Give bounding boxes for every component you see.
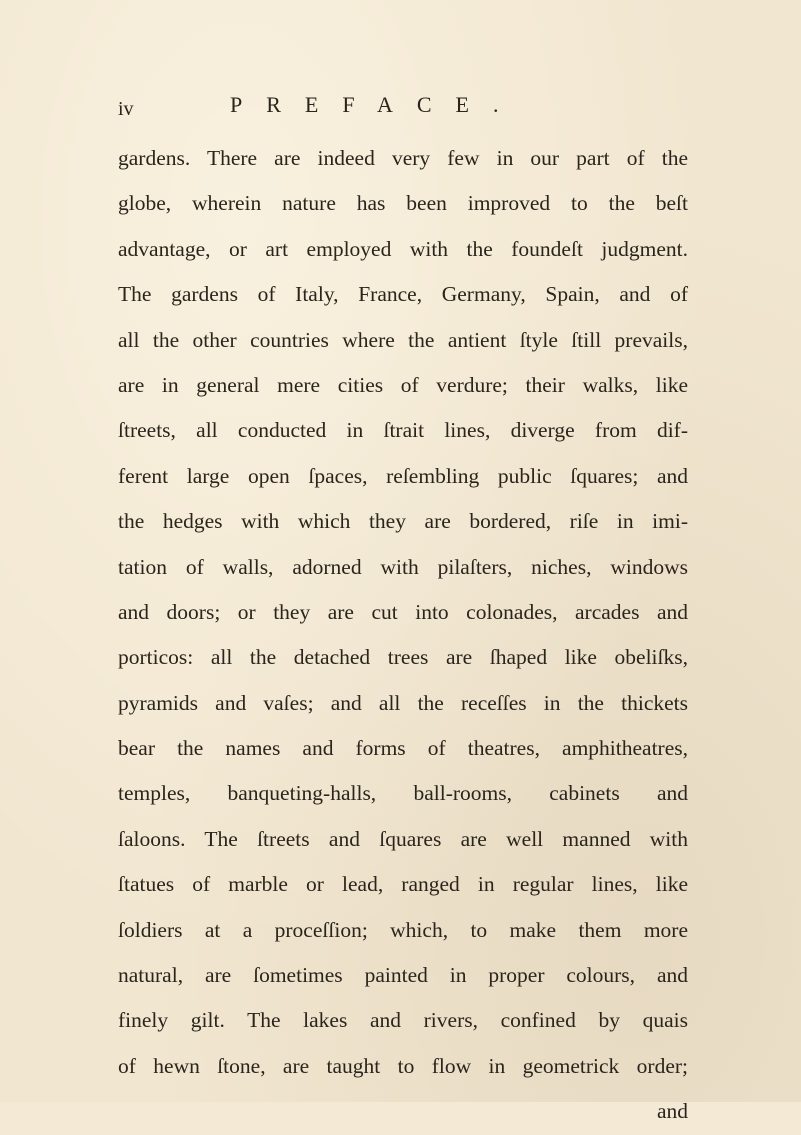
- catchword: and: [656, 1099, 688, 1124]
- text-line: temples, banqueting-halls, ball-rooms, cabinets and: [118, 781, 688, 806]
- text-line: ferent large open ſpaces, reſembling public ſquares; and: [118, 463, 688, 488]
- body-text: [118, 136, 688, 1135]
- text-line: of hewn ſtone, are taught to flow in geometrick order;: [118, 1053, 688, 1078]
- text-line: the hedges with which they are bordered, riſe in imi-: [118, 509, 688, 534]
- text-line: gardens. There are indeed very few in our part of the: [118, 146, 688, 170]
- text-line: porticos: all the detached trees are ſhaped like obeliſks,: [118, 645, 688, 670]
- page-header: [118, 90, 678, 126]
- text-line: finely gilt. The lakes and rivers, confined by quais: [118, 1008, 688, 1033]
- text-line: bear the names and forms of theatres, amphitheatres,: [118, 736, 688, 761]
- text-line: and doors; or they are cut into colonades, arcades and: [118, 599, 688, 624]
- text-line: tation of walls, adorned with pilaſters, niches, windows: [118, 554, 688, 579]
- text-line: natural, are ſometimes painted in proper colours, and: [118, 963, 688, 988]
- text-line: are in general mere cities of verdure; their walks, like: [118, 372, 688, 397]
- text-line: ſaloons. The ſtreets and ſquares are well manned with: [118, 826, 688, 851]
- text-line: all the other countries where the antient ſtyle ſtill prevails,: [118, 327, 688, 352]
- text-line: ſoldiers at a proceſſion; which, to make them more: [118, 917, 688, 942]
- text-line: globe, wherein nature has been improved to the beſt: [118, 191, 688, 216]
- text-line: The gardens of Italy, France, Germany, Spain, and of: [118, 282, 688, 307]
- text-line: ſtreets, all conducted in ſtrait lines, diverge from dif-: [118, 418, 688, 443]
- text-line: pyramids and vaſes; and all the receſſes in the thickets: [118, 690, 688, 715]
- page-number: iv: [118, 98, 134, 120]
- text-line: ſtatues of marble or lead, ranged in regular lines, like: [118, 872, 688, 897]
- text-line: advantage, or art employed with the foundeſt judgment.: [118, 236, 688, 261]
- running-head: PREFACE.: [230, 92, 523, 117]
